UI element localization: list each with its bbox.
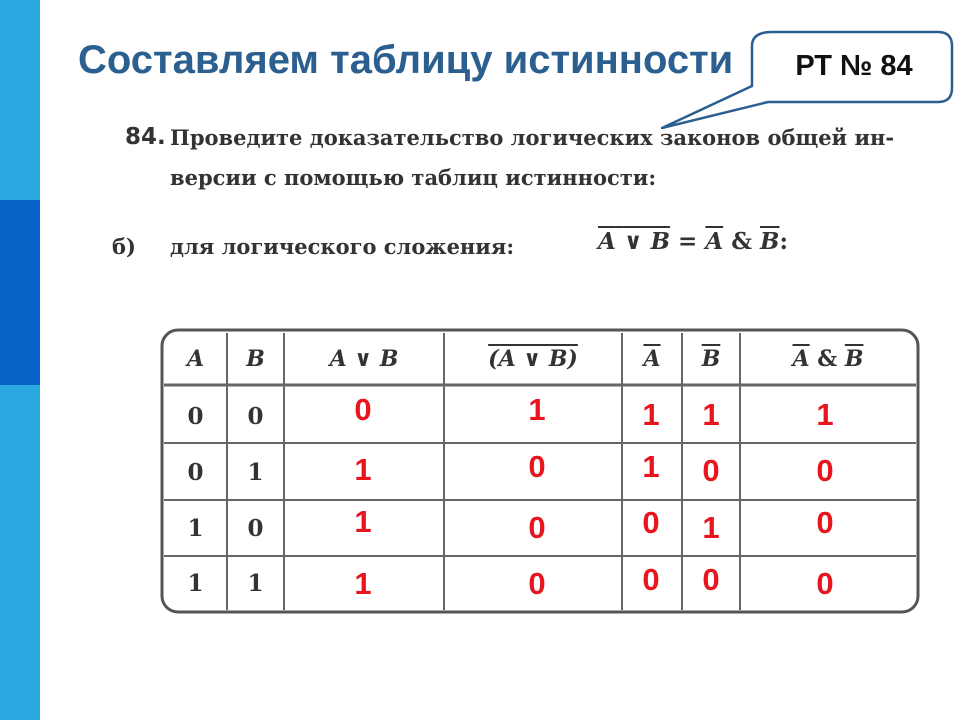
formula-or-op: ∨ xyxy=(623,228,643,255)
answer-and: 0 xyxy=(816,566,834,601)
header-not-b xyxy=(682,340,740,378)
header-not-a-or-b xyxy=(444,340,622,378)
formula-colon: : xyxy=(779,228,788,255)
answer-a-or-b: 1 xyxy=(354,504,372,539)
answer-not-a-or-b: 0 xyxy=(528,566,546,601)
formula-equals: = xyxy=(678,228,698,255)
answer-not-a-or-b: 0 xyxy=(528,449,546,484)
header-a: A xyxy=(186,346,205,372)
task-line-1: Проведите доказательство логических законов общей ин- xyxy=(170,125,895,150)
callout-text: РТ № 84 xyxy=(795,50,913,82)
answer-not-b: 0 xyxy=(702,453,720,488)
header-not-a-or-b-label: (A ∨ B) xyxy=(488,346,578,372)
answer-not-a: 1 xyxy=(642,397,660,432)
cell-a: 1 xyxy=(187,569,204,597)
formula-and-op: & xyxy=(731,228,752,255)
header-not-a-label: $\overline{A}$ xyxy=(643,346,661,372)
task-number: 84. xyxy=(125,124,166,150)
answer-not-b: 1 xyxy=(702,510,720,545)
header-not-a-and-not-b xyxy=(740,340,916,378)
task-part-label: б) xyxy=(112,234,136,259)
answer-not-a: 0 xyxy=(642,505,660,540)
cell-a: 0 xyxy=(187,402,204,430)
header-and-op: & xyxy=(817,346,838,372)
task-part-text: для логического сложения: xyxy=(170,234,515,259)
header-and-a: $\overline{A}$ xyxy=(792,346,810,372)
answer-a-or-b: 1 xyxy=(354,566,372,601)
answer-a-or-b: 0 xyxy=(354,392,372,427)
cell-b: 1 xyxy=(247,458,264,486)
answer-not-a-or-b: 1 xyxy=(528,392,546,427)
answer-not-a: 1 xyxy=(642,449,660,484)
slide-title: Составляем таблицу истинности xyxy=(78,38,734,82)
cell-a: 1 xyxy=(187,514,204,542)
answer-and: 0 xyxy=(816,453,834,488)
cell-b: 1 xyxy=(247,569,264,597)
formula-rhs-a: $\overline{A}$ xyxy=(705,228,724,255)
answer-not-a: 0 xyxy=(642,562,660,597)
header-not-a xyxy=(622,340,682,378)
answer-not-a-or-b: 0 xyxy=(528,510,546,545)
header-a-or-b: A ∨ B xyxy=(329,346,399,372)
answer-a-or-b: 1 xyxy=(354,452,372,487)
formula-lhs-a: A xyxy=(598,228,616,255)
header-not-b-label: $\overline{B}$ xyxy=(701,346,721,372)
cell-a: 0 xyxy=(187,458,204,486)
answer-and: 0 xyxy=(816,505,834,540)
task-line-2: версии с помощью таблиц истинности: xyxy=(170,165,657,190)
formula-lhs-b: B xyxy=(650,228,671,255)
header-and-b: $\overline{B}$ xyxy=(844,346,864,372)
cell-b: 0 xyxy=(247,402,264,430)
cell-b: 0 xyxy=(247,514,264,542)
header-b: B xyxy=(246,346,265,372)
answer-not-b: 1 xyxy=(702,397,720,432)
answer-and: 1 xyxy=(816,397,834,432)
answer-not-b: 0 xyxy=(702,562,720,597)
formula-rhs-b: $\overline{B}$ xyxy=(760,228,780,255)
